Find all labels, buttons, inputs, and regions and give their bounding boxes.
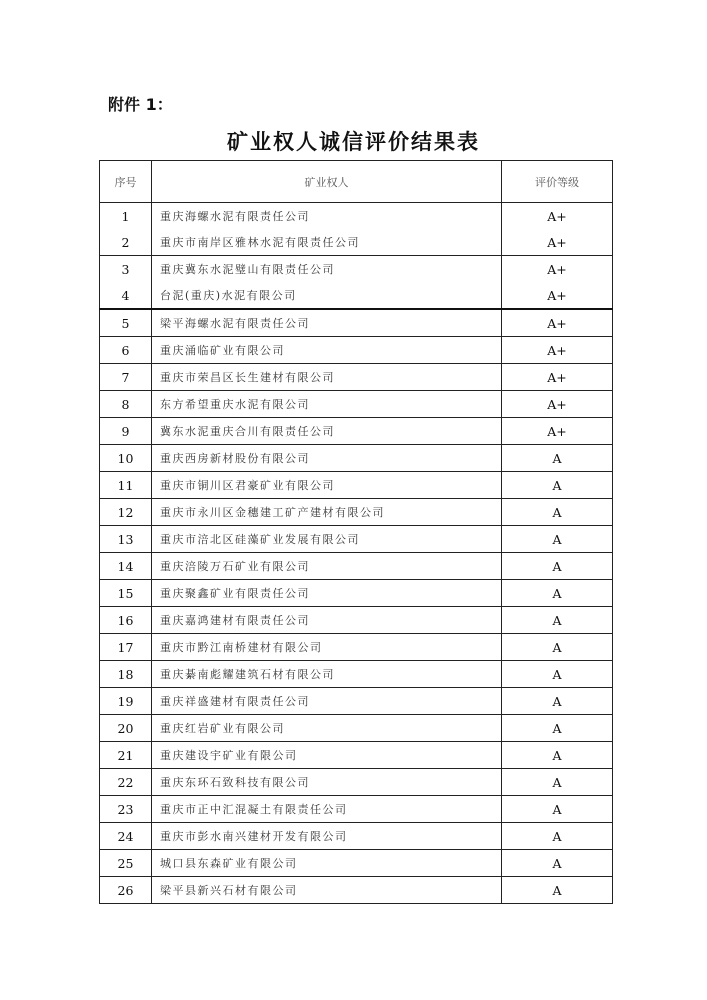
table-row (100, 661, 613, 688)
row-number: 3 (100, 256, 152, 283)
table-row (100, 391, 613, 418)
row-number: 10 (100, 445, 152, 472)
header-rights-holder: 矿业权人 (152, 161, 502, 203)
evaluation-grade: A+ (502, 282, 613, 309)
row-number: 24 (100, 823, 152, 850)
evaluation-grade: A (502, 580, 613, 607)
table-row (100, 580, 613, 607)
table-row (100, 526, 613, 553)
evaluation-grade: A (502, 796, 613, 823)
table-body (100, 203, 613, 904)
row-number: 16 (100, 607, 152, 634)
evaluation-grade: A (502, 445, 613, 472)
table-row (100, 715, 613, 742)
row-number: 1 (100, 203, 152, 230)
rights-holder-name: 重庆市南岸区雅林水泥有限责任公司 (152, 229, 502, 256)
rights-holder-name: 重庆涪陵万石矿业有限公司 (152, 553, 502, 580)
row-number: 8 (100, 391, 152, 418)
row-number: 13 (100, 526, 152, 553)
table-row (100, 877, 613, 904)
table-row (100, 796, 613, 823)
evaluation-grade: A (502, 715, 613, 742)
evaluation-grade: A (502, 823, 613, 850)
rights-holder-name: 重庆海螺水泥有限责任公司 (152, 203, 502, 230)
row-number: 25 (100, 850, 152, 877)
row-number: 19 (100, 688, 152, 715)
rights-holder-name: 台泥(重庆)水泥有限公司 (152, 282, 502, 309)
table-row (100, 742, 613, 769)
evaluation-grade: A (502, 634, 613, 661)
rights-holder-name: 重庆祥盛建材有限责任公司 (152, 688, 502, 715)
row-number: 23 (100, 796, 152, 823)
row-number: 26 (100, 877, 152, 904)
row-number: 18 (100, 661, 152, 688)
table-row (100, 634, 613, 661)
table-row (100, 309, 613, 337)
table-row (100, 364, 613, 391)
rights-holder-name: 东方希望重庆水泥有限公司 (152, 391, 502, 418)
evaluation-grade: A+ (502, 391, 613, 418)
rights-holder-name: 重庆红岩矿业有限公司 (152, 715, 502, 742)
row-number: 6 (100, 337, 152, 364)
row-number: 9 (100, 418, 152, 445)
evaluation-grade: A+ (502, 364, 613, 391)
evaluation-grade: A+ (502, 337, 613, 364)
table-row (100, 850, 613, 877)
rights-holder-name: 冀东水泥重庆合川有限责任公司 (152, 418, 502, 445)
evaluation-grade: A+ (502, 256, 613, 283)
table-row (100, 769, 613, 796)
rights-holder-name: 梁平县新兴石材有限公司 (152, 877, 502, 904)
table-row (100, 229, 613, 256)
evaluation-grade: A (502, 850, 613, 877)
evaluation-grade: A (502, 742, 613, 769)
rights-holder-name: 梁平海螺水泥有限责任公司 (152, 309, 502, 337)
table-row (100, 553, 613, 580)
row-number: 5 (100, 309, 152, 337)
evaluation-grade: A (502, 688, 613, 715)
row-number: 17 (100, 634, 152, 661)
row-number: 11 (100, 472, 152, 499)
rights-holder-name: 重庆涌临矿业有限公司 (152, 337, 502, 364)
table-row (100, 445, 613, 472)
rights-holder-name: 重庆市正中汇混凝土有限责任公司 (152, 796, 502, 823)
table-row (100, 499, 613, 526)
row-number: 2 (100, 229, 152, 256)
results-table (99, 160, 613, 904)
rights-holder-name: 重庆建设宇矿业有限公司 (152, 742, 502, 769)
evaluation-grade: A+ (502, 203, 613, 230)
table-row (100, 688, 613, 715)
evaluation-grade: A (502, 661, 613, 688)
row-number: 22 (100, 769, 152, 796)
table-row (100, 282, 613, 309)
evaluation-grade: A (502, 769, 613, 796)
evaluation-grade: A (502, 553, 613, 580)
table-row (100, 472, 613, 499)
evaluation-grade: A+ (502, 418, 613, 445)
document-title: 矿业权人诚信评价结果表 (227, 130, 480, 154)
header-evaluation-grade: 评价等级 (502, 161, 613, 203)
rights-holder-name: 重庆市黔江南桥建材有限公司 (152, 634, 502, 661)
rights-holder-name: 重庆市涪北区硅藻矿业发展有限公司 (152, 526, 502, 553)
row-number: 4 (100, 282, 152, 309)
evaluation-grade: A (502, 472, 613, 499)
rights-holder-name: 重庆市铜川区君豪矿业有限公司 (152, 472, 502, 499)
rights-holder-name: 重庆市彭水南兴建材开发有限公司 (152, 823, 502, 850)
row-number: 12 (100, 499, 152, 526)
evaluation-grade: A (502, 607, 613, 634)
rights-holder-name: 重庆西房新材股份有限公司 (152, 445, 502, 472)
evaluation-grade: A (502, 526, 613, 553)
row-number: 7 (100, 364, 152, 391)
table-row (100, 203, 613, 230)
rights-holder-name: 重庆市荣昌区长生建材有限公司 (152, 364, 502, 391)
evaluation-grade: A (502, 499, 613, 526)
table-row (100, 823, 613, 850)
rights-holder-name: 重庆嘉鸿建材有限责任公司 (152, 607, 502, 634)
evaluation-grade: A+ (502, 229, 613, 256)
row-number: 20 (100, 715, 152, 742)
row-number: 14 (100, 553, 152, 580)
rights-holder-name: 城口县东森矿业有限公司 (152, 850, 502, 877)
row-number: 21 (100, 742, 152, 769)
rights-holder-name: 重庆东环石致科技有限公司 (152, 769, 502, 796)
rights-holder-name: 重庆市永川区金穗建工矿产建材有限公司 (152, 499, 502, 526)
row-number: 15 (100, 580, 152, 607)
header-serial-number: 序号 (100, 161, 152, 203)
table-row (100, 418, 613, 445)
table-row (100, 256, 613, 283)
table-row (100, 337, 613, 364)
table-row (100, 607, 613, 634)
rights-holder-name: 重庆冀东水泥璧山有限责任公司 (152, 256, 502, 283)
evaluation-grade: A (502, 877, 613, 904)
rights-holder-name: 重庆綦南彪耀建筑石材有限公司 (152, 661, 502, 688)
attachment-label: 附件 1： (108, 95, 173, 114)
rights-holder-name: 重庆聚鑫矿业有限责任公司 (152, 580, 502, 607)
evaluation-grade: A+ (502, 309, 613, 337)
table-header-row (100, 161, 613, 203)
